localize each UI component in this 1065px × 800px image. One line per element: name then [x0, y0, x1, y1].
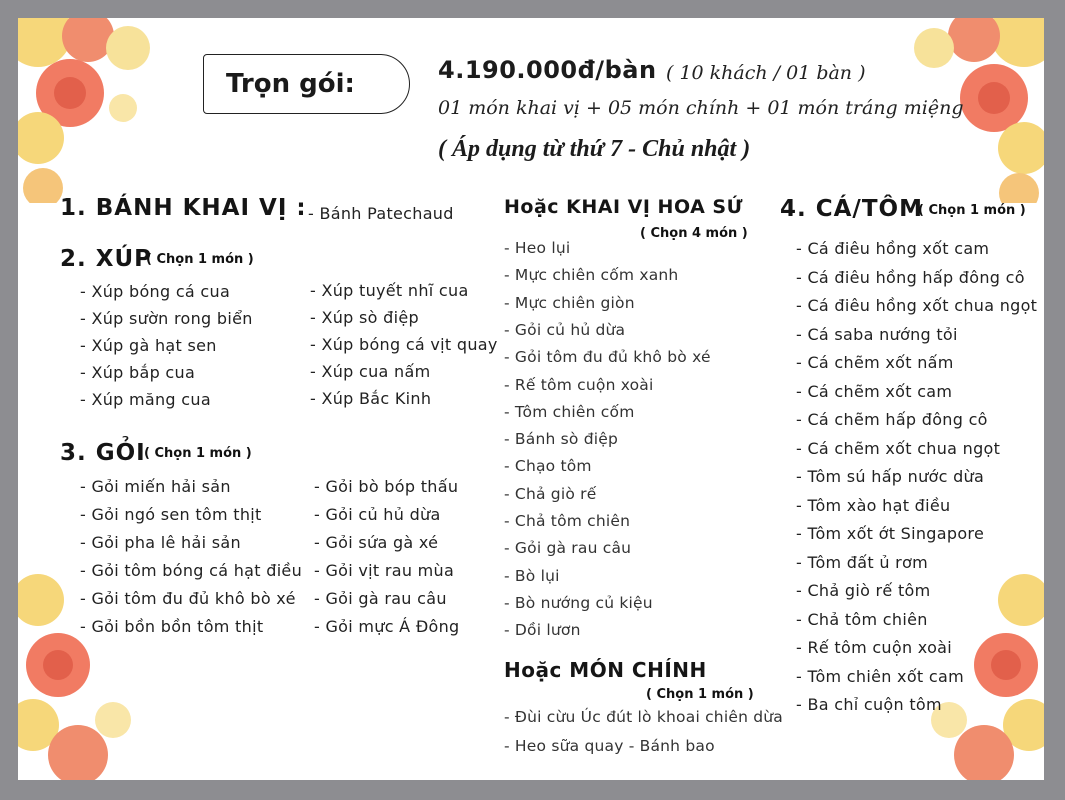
menu-item: - Rế tôm cuộn xoài — [796, 638, 953, 657]
menu-item: - Xúp măng cua — [80, 390, 211, 409]
menu-item: - Cá saba nướng tỏi — [796, 324, 958, 344]
menu-item: - Gỏi pha lê hải sản — [80, 533, 241, 552]
menu-item: - Rế tôm cuộn xoài — [504, 375, 654, 394]
menu-item: - Xúp sò điệp — [310, 308, 419, 327]
soup-heading: 2. XÚP — [60, 246, 153, 272]
menu-item: - Tôm xốt ớt Singapore — [796, 524, 985, 543]
menu-item: - Bò lụi — [504, 566, 560, 585]
menu-item: - Gỏi tôm bóng cá hạt điều — [80, 561, 303, 580]
menu-item: - Gỏi gà rau câu — [504, 539, 632, 558]
package-composition: 01 món khai vị + 05 món chính + 01 món tráng miệng — [438, 97, 964, 119]
menu-item: - Mực chiên giòn — [504, 293, 635, 312]
menu-item: - Xúp bóng cá cua — [80, 282, 231, 301]
menu-item: - Gỏi ngó sen tôm thịt — [80, 505, 262, 524]
menu-item: - Tôm đất ủ rơm — [796, 552, 928, 572]
salad-note: ( Chọn 1 món ) — [144, 446, 252, 461]
menu-item: - Cá điêu hồng xốt chua ngọt — [796, 296, 1038, 315]
menu-item: - Chả tôm chiên — [504, 512, 631, 530]
menu-item: - Ba chỉ cuộn tôm — [796, 695, 942, 714]
menu-item: - Cá điêu hồng xốt cam — [796, 239, 990, 258]
menu-item: - Cá chẽm xốt chua ngọt — [796, 438, 1001, 458]
menu-item: - Tôm chiên xốt cam — [796, 666, 964, 686]
menu-item: - Chả giò rế — [504, 484, 597, 503]
fish-shrimp-heading: 4. CÁ/TÔM — [780, 196, 923, 222]
appetizer-heading: 1. BÁNH KHAI VỊ : — [60, 195, 307, 221]
menu-item: - Gỏi sứa gà xé — [314, 533, 439, 552]
menu-item: - Chạo tôm — [504, 457, 592, 476]
salad-heading: 3. GỎI — [60, 440, 146, 466]
menu-item: - Xúp bóng cá vịt quay — [310, 335, 498, 354]
main-course-heading: Hoặc MÓN CHÍNH — [504, 658, 707, 682]
package-price: 4.190.000đ/bàn — [438, 56, 657, 84]
menu-item: - Xúp bắp cua — [80, 363, 196, 382]
menu-item: - Gỏi củ hủ dừa — [504, 320, 626, 339]
menu-item: - Heo sữa quay - Bánh bao — [504, 737, 715, 755]
menu-item: - Gỏi củ hủ dừa — [314, 505, 441, 524]
menu-item: - Cá chẽm hấp đông cô — [796, 410, 988, 429]
menu-item: - Xúp Bắc Kinh — [310, 389, 432, 408]
menu-item: - Bánh sò điệp — [504, 430, 619, 449]
menu-item: - Gỏi tôm đu đủ khô bò xé — [80, 589, 296, 608]
menu-item: - Cá chẽm xốt nấm — [796, 353, 954, 372]
menu-item: - Xúp gà hạt sen — [80, 336, 217, 355]
menu-item: - Cá điêu hồng hấp đông cô — [796, 267, 1025, 287]
hoa-su-heading: Hoặc KHAI VỊ HOA SỨ — [504, 196, 743, 218]
menu-item: - Cá chẽm xốt cam — [796, 381, 953, 401]
menu-item: - Đùi cừu Úc đút lò khoai chiên dừa — [504, 708, 783, 726]
menu-item: - Heo lụi — [504, 239, 571, 257]
menu-item: - Xúp cua nấm — [310, 362, 431, 381]
menu-item: - Xúp sườn rong biển — [80, 309, 253, 328]
menu-item: - Gỏi bồn bồn tôm thịt — [80, 617, 264, 636]
menu-item: - Gỏi gà rau câu — [314, 589, 447, 608]
menu-item: - Mực chiên cốm xanh — [504, 266, 679, 285]
menu-item: - Xúp tuyết nhĩ cua — [310, 281, 469, 300]
main-course-note: ( Chọn 1 món ) — [646, 687, 754, 702]
menu-item: - Gỏi miến hải sản — [80, 477, 231, 496]
applies-days: ( Áp dụng từ thứ 7 - Chủ nhật ) — [438, 136, 751, 162]
menu-item: - Tôm chiên cốm — [504, 402, 635, 421]
flower-decoration-top-left — [18, 18, 203, 203]
menu-item: - Gỏi tôm đu đủ khô bò xé — [504, 348, 711, 367]
menu-item: - Dồi lươn — [504, 621, 581, 640]
package-label-box — [203, 54, 410, 114]
menu-item: - Tôm sú hấp nước dừa — [796, 467, 985, 486]
guest-count: ( 10 khách / 01 bàn ) — [666, 62, 866, 84]
menu-item: - Tôm xào hạt điều — [796, 495, 951, 515]
menu-item: - Gỏi mực Á Đông — [314, 617, 460, 636]
menu-item: - Bò nướng củ kiệu — [504, 593, 653, 612]
package-label: Trọn gói: — [226, 69, 355, 99]
appetizer-item: - Bánh Patechaud — [308, 204, 454, 223]
menu-card — [18, 18, 1044, 780]
menu-item: - Gỏi vịt rau mùa — [314, 561, 455, 580]
menu-item: - Chả tôm chiên — [796, 609, 928, 629]
menu-item: - Chả giò rế tôm — [796, 581, 931, 600]
menu-item: - Gỏi bò bóp thấu — [314, 477, 459, 496]
fish-shrimp-note: ( Chọn 1 món ) — [918, 203, 1026, 218]
soup-note: ( Chọn 1 món ) — [146, 252, 254, 267]
hoa-su-note: ( Chọn 4 món ) — [640, 226, 748, 241]
